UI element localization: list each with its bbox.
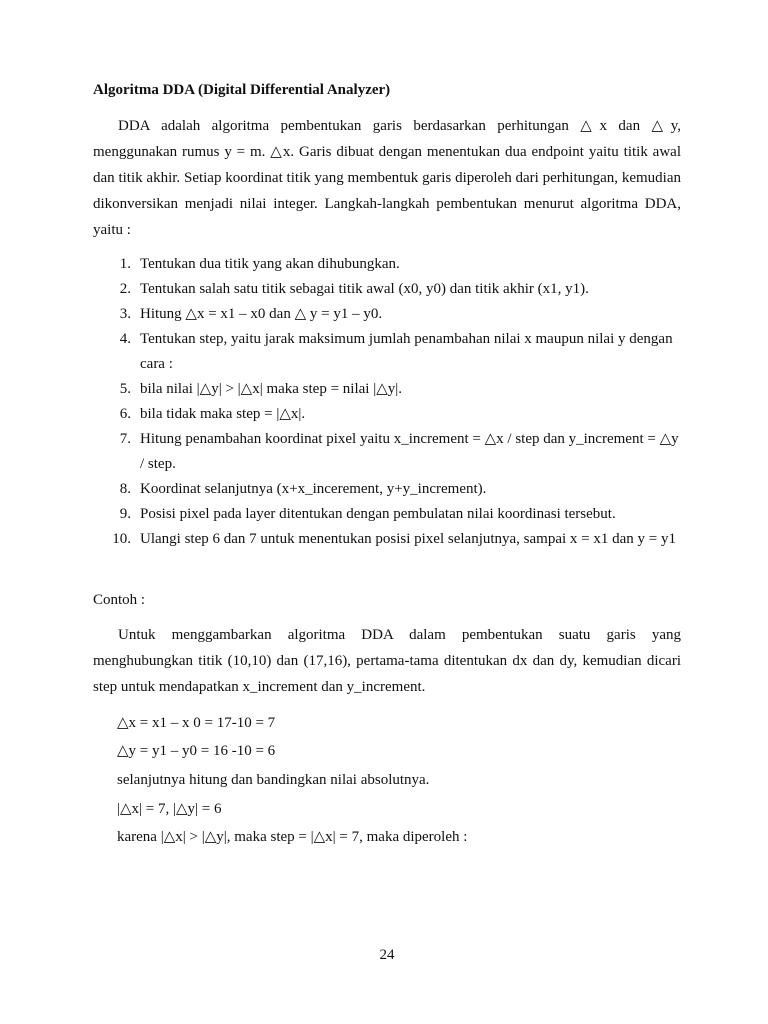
step-number: 5. <box>119 381 131 397</box>
step-text: Koordinat selanjutnya (x+x_incerement, y+y_increment). <box>140 481 487 497</box>
document-page <box>93 0 681 1024</box>
step-number: 3. <box>119 306 131 322</box>
list-item <box>93 377 681 402</box>
calc-line-absolute: |△x| = 7, |△y| = 6 <box>117 801 222 817</box>
list-item <box>93 477 681 502</box>
step-number: 1. <box>119 256 131 272</box>
list-item <box>93 402 681 427</box>
step-number: 4. <box>119 331 131 347</box>
list-item <box>93 327 681 377</box>
step-number: 10. <box>112 531 131 547</box>
section-heading: Algoritma DDA (Digital Differential Analyzer) <box>93 82 391 98</box>
step-text: Tentukan dua titik yang akan dihubungkan. <box>140 256 400 272</box>
page-number: 24 <box>379 947 395 963</box>
step-number: 7. <box>119 431 131 447</box>
step-text: Tentukan step, yaitu jarak maksimum jumlah penambahan nilai x maupun nilai y dengan cara : <box>140 331 673 372</box>
list-item <box>93 302 681 327</box>
list-item <box>93 427 681 477</box>
calc-line-step: karena |△x| > |△y|, maka step = |△x| = 7, maka diperoleh : <box>117 829 468 845</box>
intro-paragraph: DDA adalah algoritma pembentukan garis berdasarkan perhitungan △x dan △y, menggunakan rumus y = m. △x. Garis dibuat dengan menentukan dua endpoint yaitu titik awal dan titik akhir. Setiap koordinat titik yang membentuk garis diperoleh dari perhitungan, kemudian dikonversikan menjadi nilai integer. Langkah-langkah pembentukan menurut algoritma DDA, yaitu : <box>93 118 681 238</box>
calc-line-compare: selanjutnya hitung dan bandingkan nilai absolutnya. <box>117 772 430 788</box>
step-text: bila nilai |△y| > |△x| maka step = nilai |△y|. <box>140 381 403 397</box>
calc-line-dx: △x = x1 – x 0 = 17-10 = 7 <box>117 715 276 731</box>
step-text: Tentukan salah satu titik sebagai titik awal (x0, y0) dan titik akhir (x1, y1). <box>140 281 589 297</box>
step-text: bila tidak maka step = |△x|. <box>140 406 306 422</box>
calc-line-dy: △y = y1 – y0 = 16 -10 = 6 <box>117 743 276 759</box>
step-text: Ulangi step 6 dan 7 untuk menentukan posisi pixel selanjutnya, sampai x = x1 dan y = y1 <box>140 531 677 547</box>
step-number: 8. <box>119 481 131 497</box>
example-paragraph: Untuk menggambarkan algoritma DDA dalam pembentukan suatu garis yang menghubungkan titik (10,10) dan (17,16), pertama-tama ditentukan dx dan dy, kemudian dicari step untuk mendapatkan x_increment dan y_increment. <box>93 627 681 695</box>
list-item <box>93 502 681 527</box>
step-text: Hitung penambahan koordinat pixel yaitu x_increment = △x / step dan y_increment = △y / step. <box>140 431 679 472</box>
list-item <box>93 277 681 302</box>
step-text: Hitung △x = x1 – x0 dan △ y = y1 – y0. <box>140 306 383 322</box>
step-text: Posisi pixel pada layer ditentukan dengan pembulatan nilai koordinasi tersebut. <box>140 506 616 522</box>
step-number: 9. <box>119 506 131 522</box>
list-item <box>93 527 681 552</box>
example-label: Contoh : <box>93 592 146 608</box>
list-item <box>93 252 681 277</box>
step-number: 6. <box>119 406 131 422</box>
step-number: 2. <box>119 281 131 297</box>
steps-list <box>93 252 681 552</box>
